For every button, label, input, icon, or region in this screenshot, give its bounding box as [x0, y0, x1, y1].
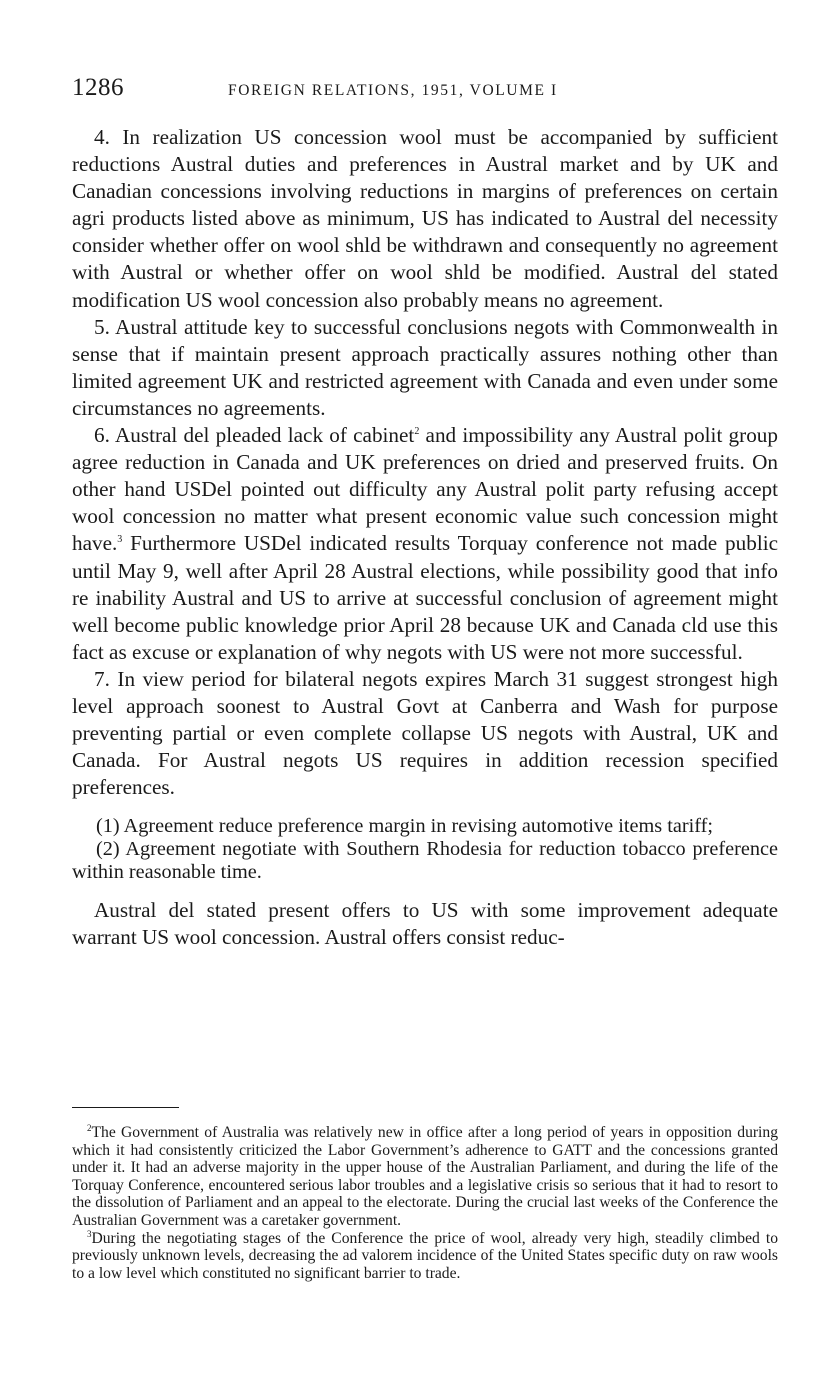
footnote-3	[72, 1230, 778, 1283]
paragraph-final: Austral del stated present offers to US with some improvement adequate warrant US wool concession. Austral offers consist reduc-	[72, 898, 778, 950]
paragraph-4: 4. In realization US concession wool must be accompanied by sufficient reductions Austral duties and preferences in Austral market and by UK and Canadian concessions involving reductions in margins of preferences on certain agri products listed above as minimum, US has indicated to Austral del necessity consider whether offer on wool shld be withdrawn and consequently no agreement with Austral or whether offer on wool shld be modified. Austral del stated modification US wool concession also probably means no agreement.	[72, 125, 778, 312]
paragraph-6-text-c: Furthermore USDel indicated results Torquay conference not made public until May 9, well after April 28 Austral elections, while possibility good that info re inability Austral and US to arrive at successful conclusion of agreement might well become public knowledge prior April 28 because UK and Canada cld use this fact as excuse or explanation of why negots with US were not more successful.	[72, 531, 778, 664]
footnote-mark: 2	[87, 1122, 92, 1133]
list-item: (2) Agreement negotiate with Southern Rhodesia for reduction tobacco preference within reasonable time.	[72, 837, 778, 883]
footnote-mark: 3	[87, 1228, 92, 1239]
footnote-2	[72, 1124, 778, 1230]
footnote-ref-3: 3	[117, 534, 123, 546]
footnotes	[72, 1124, 778, 1282]
paragraph-6-text-b: and impossibility any Austral polit group agree reduction in Canada and UK preferences on dried and preserved fruits. On other hand USDel pointed out difficulty any Austral polit party refusing accept wool concession no matter what present economic value such concession might have.	[72, 423, 778, 556]
footnote-text: During the negotiating stages of the Conference the price of wool, already very high, steadily climbed to previously unknown levels, decreasing the ad valorem incidence of the United States specific duty on raw wools to a low level which constituted no significant barrier to trade.	[72, 1229, 778, 1282]
requirements-list	[72, 815, 778, 883]
list-item: (1) Agreement reduce preference margin in revising automotive items tariff;	[96, 815, 714, 838]
footnote-text: The Government of Australia was relatively new in office after a long period of years in opposition during which it had consistently criticized the Labor Government’s adherence to GATT and the concessions granted under it. It had an adverse majority in the upper house of the Australian Parliament, and during the life of the Torquay Conference, encountered serious labor troubles and a legislative crisis so serious that it had to resort to the dissolution of Parliament and an appeal to the electorate. During the crucial last weeks of the Conference the Australian Government was a caretaker government.	[72, 1124, 778, 1229]
page-number: 1286	[72, 74, 124, 101]
body-text	[72, 124, 778, 951]
page-header	[72, 74, 778, 110]
paragraph-7: 7. In view period for bilateral negots expires March 31 suggest strongest high level approach soonest to Austral Govt at Canberra and Wash for purpose preventing partial or even complete collapse US negots with Austral, UK and Canada. For Austral negots US requires in addition recession specified preferences.	[72, 666, 778, 800]
footnote-divider	[72, 1107, 179, 1108]
paragraph-6-text-a: 6. Austral del pleaded lack of cabinet	[94, 423, 415, 448]
paragraph-6	[72, 422, 778, 666]
running-title: FOREIGN RELATIONS, 1951, VOLUME I	[228, 82, 558, 99]
paragraph-5: 5. Austral attitude key to successful conclusions negots with Commonwealth in sense that if maintain present approach practically assures nothing other than limited agreement UK and restricted agreement with Canada and even under some circumstances no agreements.	[72, 314, 778, 420]
footnote-ref-2: 2	[414, 425, 420, 437]
